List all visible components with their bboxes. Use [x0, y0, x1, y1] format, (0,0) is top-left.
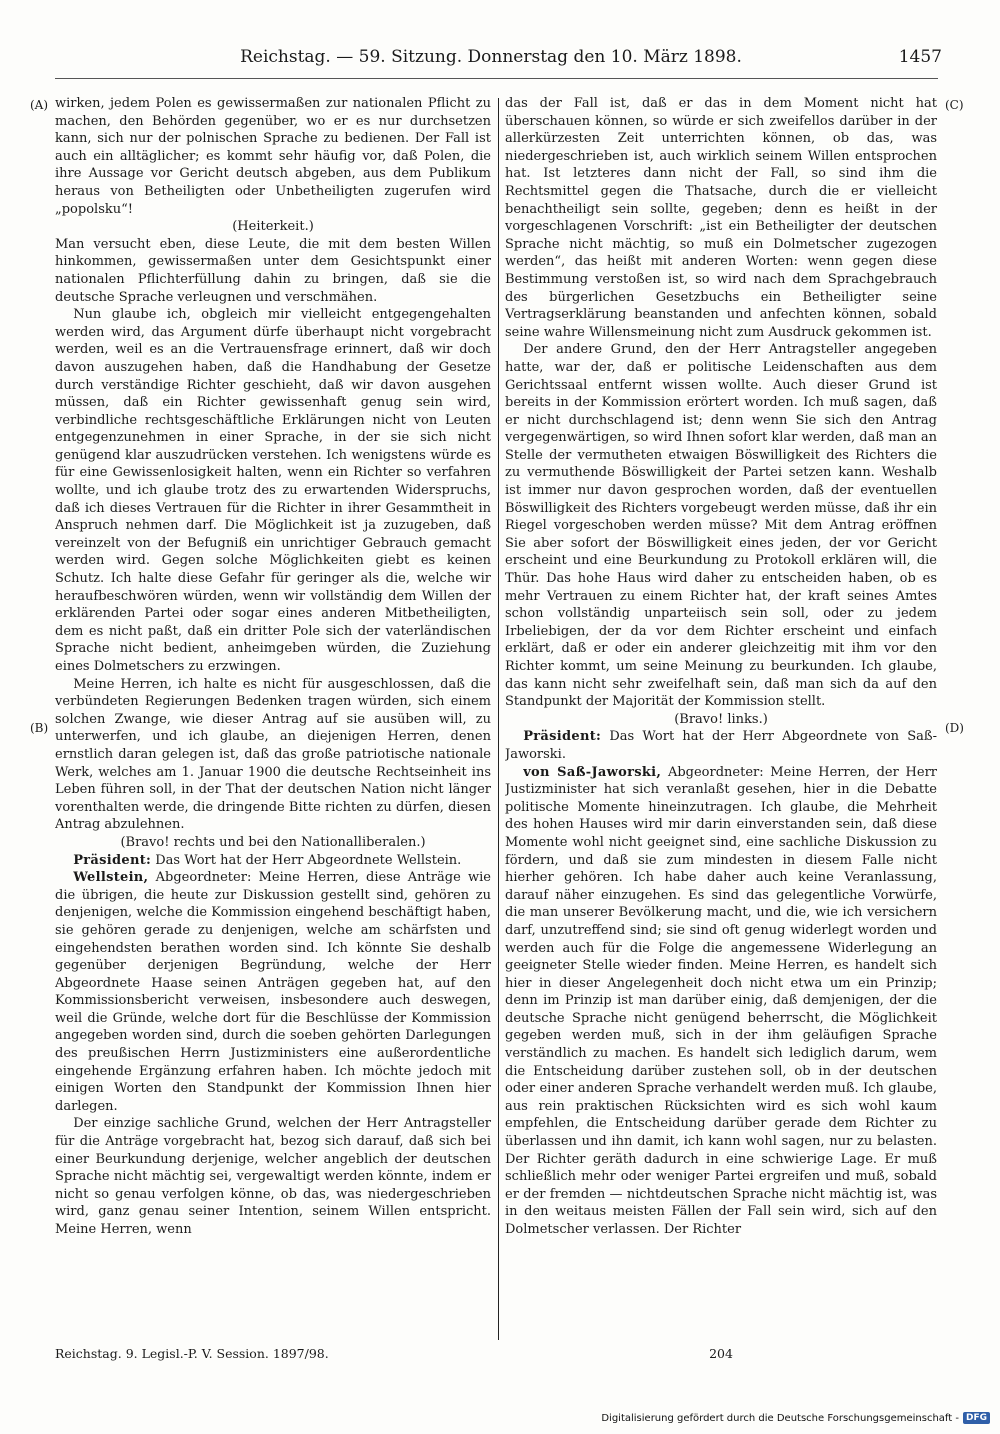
header-title: Reichstag. — 59. Sitzung. Donnerstag den 10. März 1898.: [240, 47, 742, 67]
paragraph: Meine Herren, ich halte es nicht für ausgeschlossen, daß die verbündeten Regierungen Bedenken tragen würden, sich einem solchen Zwange, wie dieser Antrag auf sie ausüben will, zu unterwerfen, und ich glaube, an diejenigen Herren, denen ernstlich daran gelegen ist, daß das große patriotische nationale Werk, welches am 1. Januar 1900 die deutsche Rechtseinheit ins Leben führen soll, in der That der deutschen Nation nicht länger vorenthalten werde, die dringende Bitte richten zu dürfen, diesen Antrag abzulehnen.: [55, 676, 491, 833]
digitization-credit: [601, 1412, 990, 1424]
margin-marker-c: (C): [945, 98, 964, 112]
credit-text: Digitalisierung gefördert durch die Deutsche Forschungsgemeinschaft -: [601, 1412, 959, 1424]
margin-marker-a: (A): [30, 98, 49, 112]
interjection: (Bravo! links.): [674, 711, 768, 727]
margin-marker-b: (B): [30, 721, 49, 735]
footer-session-info: Reichstag. 9. Legisl.-P. V. Session. 1897/98.: [55, 1346, 329, 1361]
margin-marker-d: (D): [945, 721, 964, 735]
speaker-paragraph: [55, 852, 491, 870]
speaker-name: Präsident:: [523, 729, 602, 745]
header-rule: [55, 78, 938, 79]
running-header: [40, 44, 942, 70]
speaker-paragraph: [505, 728, 937, 763]
speaker-name: von Saß-Jaworski,: [523, 764, 662, 780]
speech-text: Abgeordneter: Meine Herren, der Herr Justizminister hat sich veranlaßt gesehen, hier in die Debatte politische Momente hineinzutragen. Ich glaube, die Mehrheit des hohen Hauses wird mir darin einverstanden sein, daß diese Momente wohl nicht geeignet sind, eine sachliche Diskussion zu fördern, und daß sie zum mindesten in diesem Falle nicht hierher gehören. Ich habe daher auch keine Veranlassung, darauf näher einzugehen. Es sind das gelegentliche Vorwürfe, die man unserer Bevölkerung macht, und die, wie ich versichern darf, unzutreffend sind; sie sind oft genug widerlegt worden und werden auch für die Folge die angemessene Widerlegung an geeigneter Stelle wieder finden. Meine Herren, es handelt sich hier in dieser Angelegenheit doch nicht etwa um ein Prinzip; denn im Prinzip ist man darüber einig, daß demjenigen, der die deutsche Sprache nicht genügend beherrscht, die Möglichkeit gegeben werden muß, sich in der ihm geläufigen Sprache verständlich zu machen. Es handelt sich lediglich darum, wem die Entscheidung darüber zustehen soll, ob in der deutschen oder einer anderen Sprache verhandelt werden muß. Ich glaube, aus rein praktischen Rücksichten wird es sich wohl kaum empfehlen, die Entscheidung darüber gerade dem Richter zu überlassen und ihn damit, ich kann wohl sagen, nur zu belasten. Der Richter geräth dadurch in eine schwierige Lage. Er muß schließlich mehr oder weniger Partei ergreifen und muß, sobald er der fremden — nichtdeutschen Sprache nicht mächtig ist, was in den weitaus meisten Fällen der Fall sein wird, sich auf den Dolmetscher verlassen. Der Richter: [505, 764, 937, 1237]
left-text-column: [55, 95, 491, 1342]
speech-text: Abgeordneter: Meine Herren, diese Anträge wie die übrigen, die heute zur Diskussion gestellt sind, gehören zu denjenigen, welche die Kommission eingehend beschäftigt haben, sie gehören gerade zu denjenigen, welche am schärfsten und eingehendsten berathen worden sind. Ich könnte Sie deshalb gegenüber derjenigen Begründung, welche der Herr Abgeordnete Haase seinen Anträgen gegeben hat, auf den Kommissionsbericht verweisen, insbesondere auch deswegen, weil die Gründe, welche dort für die Beschlüsse der Kommission angegeben worden sind, durch die soeben gehörten Darlegungen des preußischen Herrn Justizministers eine außerordentliche eingehende Ergänzung erfahren haben. Ich möchte jedoch mit einigen Worten den Standpunkt der Kommission Ihnen hier darlegen.: [55, 870, 491, 1114]
column-divider: [498, 98, 499, 1340]
speaker-paragraph: [55, 869, 491, 1115]
paragraph: das der Fall ist, daß er das in dem Moment nicht hat überschauen können, so würde er sich zweifellos darüber in der allerkürzesten Zeit unterrichten können, ob das, was niedergeschrieben ist, auch wirklich seinem Willen entsprochen hat. Ist letzteres dann nicht der Fall, so sind ihm die Rechtsmittel gegen die Thatsache, durch die er vielleicht benachtheiligt sein sollte, gegeben; denn es heißt in der vorgeschlagenen Vorschrift: „ist ein Betheiligter der deutschen Sprache nicht mächtig, so muß ein Dolmetscher zugezogen werden“, das heißt mit anderen Worten: wenn gegen diese Bestimmung verstoßen ist, so wird nach dem Sprachgebrauch des bürgerlichen Gesetzbuchs ein Betheiligter seine Vertragserklärung beanstanden und anfechten können, sobald seine wahre Willensmeinung nicht zum Ausdruck gekommen ist.: [505, 96, 937, 340]
paragraph: Nun glaube ich, obgleich mir vielleicht entgegengehalten werden wird, das Argument dürfe überhaupt nicht vorgebracht werden, weil es an die Vertrauensfrage erinnert, daß wir doch davon auszugehen haben, daß die Handhabung der Gesetze durch verständige Richter geschieht, daß wir davon ausgehen müssen, daß ein Richter gewissenhaft genug sein wird, verbindliche rechtsgeschäftliche Erklärungen nicht von Leuten entgegenzunehmen in einer Sprache, in der sie sich nicht genügend klar auszudrücken verstehen. Ich wenigstens würde es für eine Gewissenlosigkeit halten, wenn ein Richter so verfahren wollte, und ich glaube trotz des zu erwartenden Widerspruchs, daß ich dieses Vertrauen für die Richter in ihrer Gesammtheit in Anspruch nehmen darf. Die Möglichkeit ist ja zuzugeben, daß vereinzelt von der Befugniß ein unrichtiger Gebrauch gemacht werden wird. Gegen solche Möglichkeiten giebt es keinen Schutz. Ich halte diese Gefahr für geringer als die, welche wir heraufbeschwören würden, wenn wir vollständig dem Willen der erklärenden Partei oder sogar eines anderen Mitbetheiligten, dem es nicht paßt, daß ein dritter Pole sich der vaterländischen Sprache nicht bedient, anheimgeben würden, die Zuziehung eines Dolmetschers zu erzwingen.: [55, 307, 491, 674]
paragraph: Der andere Grund, den der Herr Antragsteller angegeben hatte, war der, daß er politische Leidenschaften aus dem Gerichtssaal entfernt wissen wollte. Auch dieser Grund ist bereits in der Kommission erörtert worden. Ich muß sagen, daß er nicht durchschlagend ist; denn wenn Sie sich den Antrag vergegenwärtigen, so wird Ihnen sofort klar werden, daß man an Stelle der vermutheten etwaigen Böswilligkeit des Richters die zu vermuthende Böswilligkeit der Partei setzen kann. Weshalb ist immer nur davon gesprochen worden, daß der eventuellen Böswilligkeit des Richters vorgebeugt werden müsse, daß ihr ein Riegel vorgeschoben werden müsse? Mit dem Antrag eröffnen Sie aber sofort der Böswilligkeit eines jeden, der vor Gericht erscheint und eine Beurkundung zu Protokoll erklären will, die Thür. Das hohe Haus wird daher zu entscheiden haben, ob es mehr Vertrauen zu einem Richter hat, der kraft seines Amtes schon vollständig unparteiisch sein soll, oder zu jedem Irbeliebigen, der da vor dem Richter erscheint und einfach erklärt, daß er oder ein anderer gleichzeitig mit ihm vor den Richter kommt, um seine Meinung zu beurkunden. Ich glaube, das kann nicht sehr zweifelhaft sein, daß man sich da auf den Standpunkt der Majorität der Kommission stellt.: [505, 342, 937, 710]
page-number: 1457: [898, 47, 942, 67]
interjection: (Bravo! rechts und bei den Nationalliberalen.): [120, 834, 426, 850]
speech-text: Das Wort hat der Herr Abgeordnete von Saß-Jaworski.: [505, 729, 937, 762]
speaker-paragraph: [505, 764, 937, 1239]
footer-sheet-number: 204: [709, 1346, 733, 1361]
paragraph: Der einzige sachliche Grund, welchen der Herr Antragsteller für die Anträge vorgebracht hat, bezog sich darauf, daß sich bei einer Beurkundung derjenige, welcher angeblich der deutschen Sprache nicht mächtig sei, vergewaltigt werden könnte, indem er nicht so genau verfolgen könne, ob das, was niedergeschrieben wird, ganz genau seiner Intention, seinem Willen entspricht. Meine Herren, wenn: [55, 1116, 491, 1237]
speaker-name: Präsident:: [73, 852, 152, 868]
speaker-name: Wellstein,: [73, 870, 149, 886]
dfg-logo: DFG: [963, 1412, 990, 1424]
right-text-column: [505, 95, 937, 1342]
paragraph: Man versucht eben, diese Leute, die mit dem besten Willen hinkommen, gewissermaßen unter dem Gesichtspunkt einer nationalen Pflichterfüllung dahin zu bringen, daß sie die deutsche Sprache verleugnen und verschmähen.: [55, 236, 491, 305]
interjection: (Heiterkeit.): [232, 219, 314, 235]
paragraph: wirken, jedem Polen es gewissermaßen zur nationalen Pflicht zu machen, den Behörden gegenüber, wo er es nur durchsetzen kann, sich nur der polnischen Sprache zu bedienen. Der Fall ist auch ein alltäglicher; es kommt sehr häufig vor, daß Polen, die ihre Aussage vor Gericht deutsch abgeben, aus dem Publikum heraus von Betheiligten oder Unbetheiligten zugerufen wird „popolsku“!: [55, 96, 491, 217]
speech-text: Das Wort hat der Herr Abgeordnete Wellstein.: [151, 852, 462, 868]
